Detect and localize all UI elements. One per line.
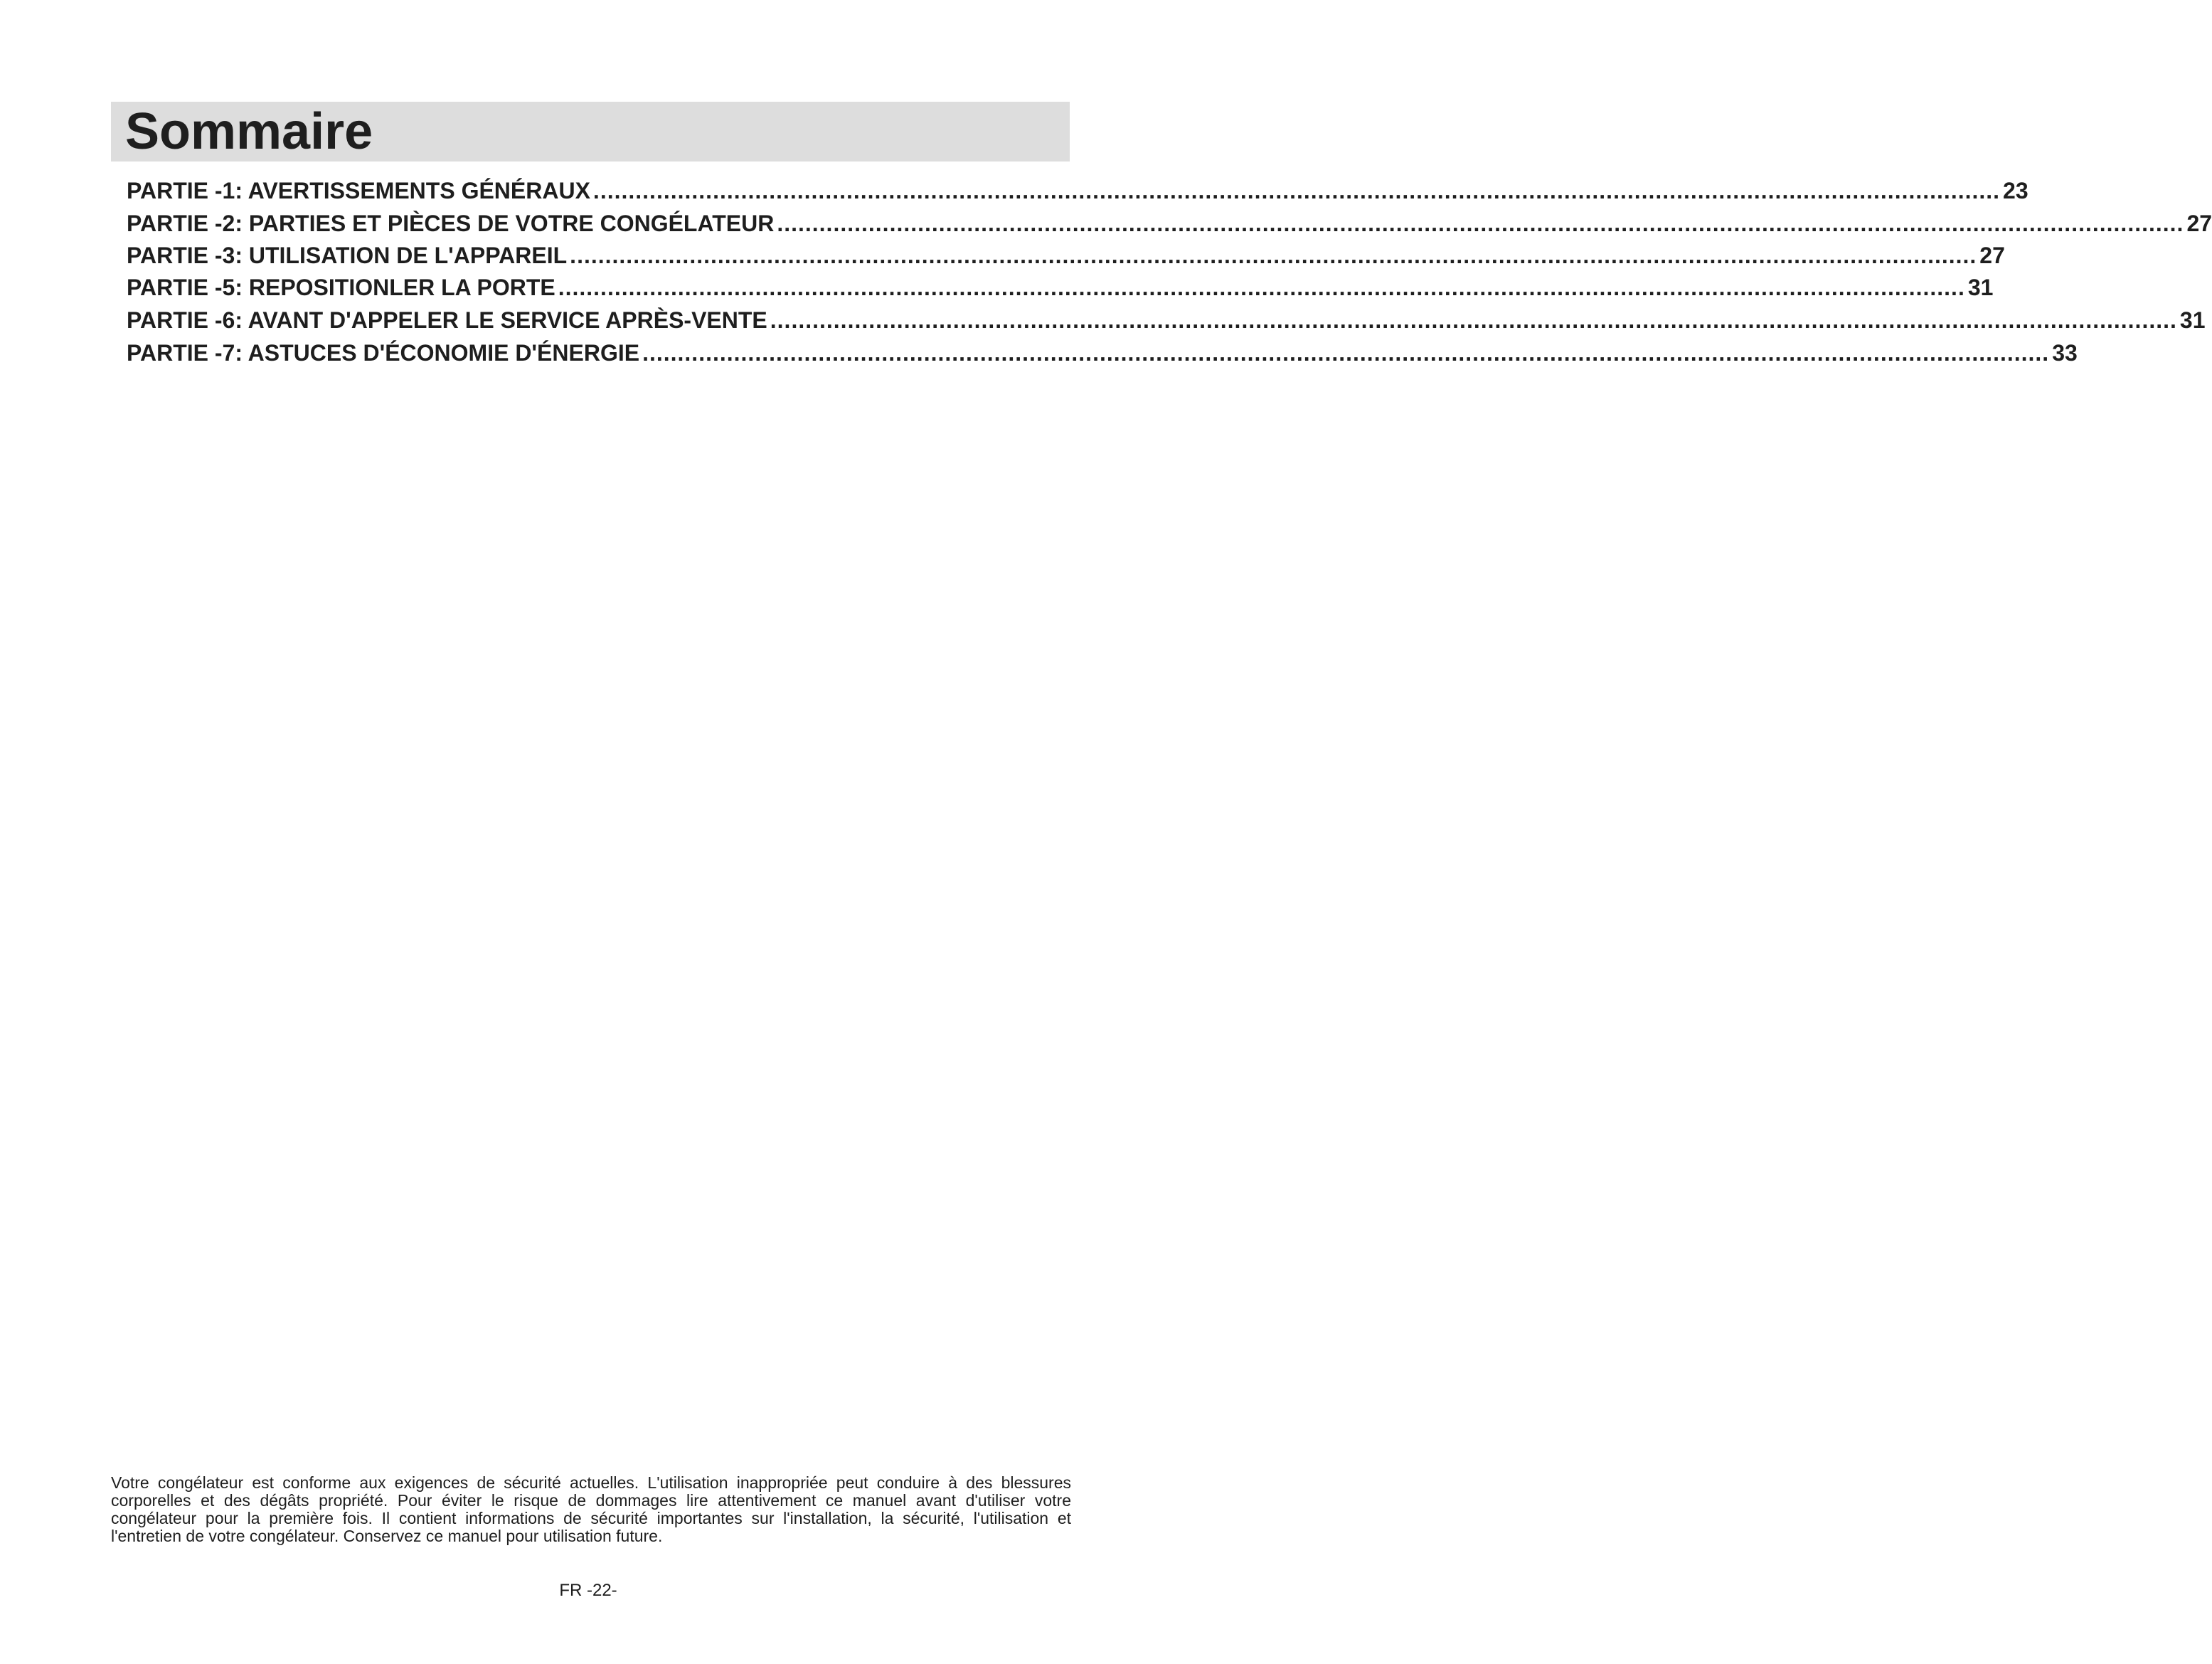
toc-entry-page: 27 — [1979, 243, 2005, 268]
toc-entry-label: PARTIE -5: REPOSITIONLER LA PORTE — [127, 275, 555, 300]
safety-disclaimer: Votre congélateur est conforme aux exigences de sécurité actuelles. L'utilisation inappropriée peut conduire à des blessures corporelles et des dégâts propriété. Pour éviter le risque de dommages lire attentivement ce manuel avant d'utiliser votre congélateur pour la première fois. Il contient informations de sécurité importantes sur l'installation, la sécurité, l'utilisation et l'entretien de votre congélateur. Conservez ce manuel pour utilisation future. — [111, 1473, 1071, 1545]
toc-entry[interactable] — [127, 340, 2078, 369]
title-band — [111, 102, 1070, 161]
toc-entry-label: PARTIE -2: PARTIES ET PIÈCES DE VOTRE CONGÉLATEUR — [127, 211, 775, 236]
toc-entry-page: 31 — [2179, 307, 2206, 333]
toc-entry-page: 31 — [1967, 275, 1994, 300]
toc-entry-page: 33 — [2052, 340, 2078, 366]
toc-entry-label: PARTIE -1: AVERTISSEMENTS GÉNÉRAUX — [127, 178, 590, 203]
toc-dot-leader: ........................................................................................................................................................................................................ — [592, 178, 2001, 203]
toc-entry[interactable] — [127, 243, 2005, 271]
toc-entry-page: 27 — [2186, 211, 2212, 236]
toc-entry-label: PARTIE -6: AVANT D'APPELER LE SERVICE APRÈS-VENTE — [127, 307, 767, 333]
toc-dot-leader: ........................................................................................................................................................................................................ — [777, 211, 2184, 236]
toc-dot-leader: ........................................................................................................................................................................................................ — [770, 307, 2177, 333]
page-number: FR -22- — [559, 1581, 617, 1600]
toc-entry[interactable] — [127, 275, 1994, 303]
toc-dot-leader: ........................................................................................................................................................................................................ — [642, 340, 2050, 366]
toc-entry-label: PARTIE -7: ASTUCES D'ÉCONOMIE D'ÉNERGIE — [127, 340, 640, 366]
toc-entry[interactable] — [127, 307, 2206, 336]
toc-entry-label: PARTIE -3: UTILISATION DE L'APPAREIL — [127, 243, 568, 268]
toc-entry-page: 23 — [2003, 178, 2028, 203]
toc-dot-leader: ........................................................................................................................................................................................................ — [558, 275, 1965, 300]
toc-entry[interactable] — [127, 211, 2212, 239]
toc-entry[interactable] — [127, 178, 2028, 206]
toc-dot-leader: ........................................................................................................................................................................................................ — [570, 243, 1977, 268]
page-title: Sommaire — [125, 103, 373, 160]
